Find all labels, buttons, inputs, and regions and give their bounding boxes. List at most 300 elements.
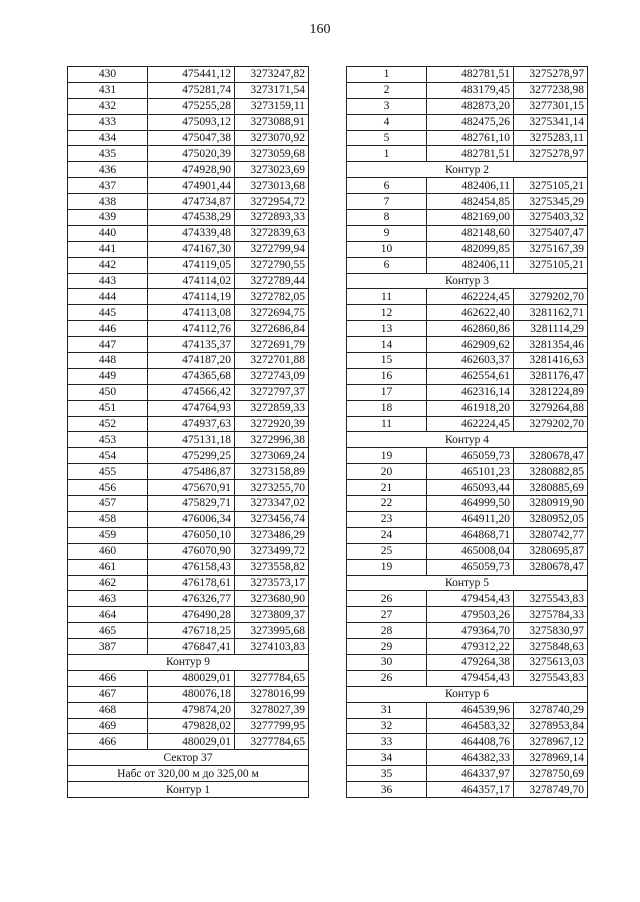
table-row: [347, 146, 588, 162]
table-row: [68, 257, 309, 273]
x-coordinate: 483179,45: [427, 82, 514, 98]
point-number: 439: [68, 210, 148, 226]
table-row: [68, 575, 309, 591]
table-row: [68, 496, 309, 512]
point-number: 433: [68, 114, 148, 130]
section-header: Контур 3: [347, 273, 588, 289]
x-coordinate: 474135,37: [148, 337, 235, 353]
table-row: [68, 194, 309, 210]
y-coordinate: 3278740,29: [514, 702, 588, 718]
x-coordinate: 479874,20: [148, 702, 235, 718]
y-coordinate: 3279202,70: [514, 416, 588, 432]
y-coordinate: 3278953,84: [514, 718, 588, 734]
y-coordinate: 3280695,87: [514, 543, 588, 559]
y-coordinate: 3280678,47: [514, 448, 588, 464]
table-row: [347, 480, 588, 496]
y-coordinate: 3275345,29: [514, 194, 588, 210]
x-coordinate: 476050,10: [148, 527, 235, 543]
point-number: 6: [347, 178, 427, 194]
table-row: [347, 464, 588, 480]
y-coordinate: 3278969,14: [514, 750, 588, 766]
point-number: 1: [347, 67, 427, 83]
x-coordinate: 479503,26: [427, 607, 514, 623]
point-number: 436: [68, 162, 148, 178]
table-row: [68, 225, 309, 241]
point-number: 387: [68, 639, 148, 655]
point-number: 22: [347, 496, 427, 512]
point-number: 32: [347, 718, 427, 734]
table-row: [68, 353, 309, 369]
y-coordinate: 3280885,69: [514, 480, 588, 496]
table-row: [347, 130, 588, 146]
table-row: [68, 464, 309, 480]
x-coordinate: 482406,11: [427, 257, 514, 273]
coordinates-table-right: [346, 66, 588, 798]
point-number: 25: [347, 543, 427, 559]
y-coordinate: 3272893,33: [235, 210, 309, 226]
point-number: 438: [68, 194, 148, 210]
table-row: [68, 82, 309, 98]
point-number: 440: [68, 225, 148, 241]
y-coordinate: 3273247,82: [235, 67, 309, 83]
y-coordinate: 3275341,14: [514, 114, 588, 130]
y-coordinate: 3273159,11: [235, 98, 309, 114]
point-number: 434: [68, 130, 148, 146]
y-coordinate: 3281224,89: [514, 384, 588, 400]
point-number: 457: [68, 496, 148, 512]
x-coordinate: 474734,87: [148, 194, 235, 210]
point-number: 461: [68, 559, 148, 575]
y-coordinate: 3280919,90: [514, 496, 588, 512]
section-header: Контур 5: [347, 575, 588, 591]
table-row: [68, 448, 309, 464]
y-coordinate: 3275407,47: [514, 225, 588, 241]
x-coordinate: 474114,19: [148, 289, 235, 305]
x-coordinate: 482169,00: [427, 210, 514, 226]
y-coordinate: 3278749,70: [514, 782, 588, 798]
y-coordinate: 3281162,71: [514, 305, 588, 321]
x-coordinate: 465008,04: [427, 543, 514, 559]
point-number: 437: [68, 178, 148, 194]
x-coordinate: 476847,41: [148, 639, 235, 655]
x-coordinate: 474114,02: [148, 273, 235, 289]
x-coordinate: 475441,12: [148, 67, 235, 83]
table-row: [68, 162, 309, 178]
point-number: 5: [347, 130, 427, 146]
table-row: [347, 241, 588, 257]
table-row: [347, 210, 588, 226]
y-coordinate: 3273809,37: [235, 607, 309, 623]
y-coordinate: 3273069,24: [235, 448, 309, 464]
table-row: [347, 734, 588, 750]
y-coordinate: 3278027,39: [235, 702, 309, 718]
table-row: [347, 718, 588, 734]
point-number: 431: [68, 82, 148, 98]
point-number: 26: [347, 591, 427, 607]
point-number: 29: [347, 639, 427, 655]
point-number: 464: [68, 607, 148, 623]
section-header-row: [68, 654, 309, 670]
y-coordinate: 3273573,17: [235, 575, 309, 591]
section-header: Контур 2: [347, 162, 588, 178]
table-row: [68, 639, 309, 655]
x-coordinate: 474538,29: [148, 210, 235, 226]
point-number: 23: [347, 511, 427, 527]
y-coordinate: 3274103,83: [235, 639, 309, 655]
y-coordinate: 3272839,63: [235, 225, 309, 241]
table-row: [68, 146, 309, 162]
point-number: 2: [347, 82, 427, 98]
table-row: [68, 559, 309, 575]
y-coordinate: 3281114,29: [514, 321, 588, 337]
x-coordinate: 475131,18: [148, 432, 235, 448]
table-row: [347, 782, 588, 798]
table-row: [68, 734, 309, 750]
x-coordinate: 464382,33: [427, 750, 514, 766]
y-coordinate: 3275543,83: [514, 670, 588, 686]
table-row: [347, 496, 588, 512]
point-number: 451: [68, 400, 148, 416]
x-coordinate: 475670,91: [148, 480, 235, 496]
table-row: [68, 607, 309, 623]
point-number: 11: [347, 289, 427, 305]
section-header: Набс от 320,00 м до 325,00 м: [68, 766, 309, 782]
y-coordinate: 3275543,83: [514, 591, 588, 607]
section-header-row: [347, 432, 588, 448]
y-coordinate: 3275105,21: [514, 178, 588, 194]
x-coordinate: 482781,51: [427, 146, 514, 162]
table-row: [347, 194, 588, 210]
point-number: 13: [347, 321, 427, 337]
table-row: [347, 527, 588, 543]
x-coordinate: 479454,43: [427, 591, 514, 607]
point-number: 21: [347, 480, 427, 496]
table-row: [68, 400, 309, 416]
table-row: [347, 766, 588, 782]
x-coordinate: 475299,25: [148, 448, 235, 464]
section-header-row: [68, 782, 309, 798]
table-row: [68, 480, 309, 496]
y-coordinate: 3273456,74: [235, 511, 309, 527]
table-row: [347, 305, 588, 321]
y-coordinate: 3272859,33: [235, 400, 309, 416]
x-coordinate: 479364,70: [427, 623, 514, 639]
y-coordinate: 3275830,97: [514, 623, 588, 639]
y-coordinate: 3273013,68: [235, 178, 309, 194]
point-number: 442: [68, 257, 148, 273]
y-coordinate: 3277238,98: [514, 82, 588, 98]
table-row: [347, 178, 588, 194]
table-row: [347, 702, 588, 718]
point-number: 12: [347, 305, 427, 321]
point-number: 10: [347, 241, 427, 257]
point-number: 468: [68, 702, 148, 718]
point-number: 441: [68, 241, 148, 257]
x-coordinate: 476006,34: [148, 511, 235, 527]
table-row: [347, 384, 588, 400]
table-row: [68, 130, 309, 146]
point-number: 15: [347, 353, 427, 369]
y-coordinate: 3272799,94: [235, 241, 309, 257]
point-number: 458: [68, 511, 148, 527]
table-row: [347, 607, 588, 623]
x-coordinate: 482781,51: [427, 67, 514, 83]
table-row: [68, 416, 309, 432]
table-row: [347, 289, 588, 305]
x-coordinate: 479264,38: [427, 654, 514, 670]
table-row: [68, 702, 309, 718]
table-row: [347, 67, 588, 83]
table-row: [347, 670, 588, 686]
y-coordinate: 3272954,72: [235, 194, 309, 210]
point-number: 17: [347, 384, 427, 400]
table-row: [347, 114, 588, 130]
x-coordinate: 461918,20: [427, 400, 514, 416]
x-coordinate: 464911,20: [427, 511, 514, 527]
table-row: [347, 82, 588, 98]
y-coordinate: 3272691,79: [235, 337, 309, 353]
x-coordinate: 462316,14: [427, 384, 514, 400]
y-coordinate: 3279202,70: [514, 289, 588, 305]
point-number: 447: [68, 337, 148, 353]
x-coordinate: 476070,90: [148, 543, 235, 559]
y-coordinate: 3277301,15: [514, 98, 588, 114]
y-coordinate: 3272789,44: [235, 273, 309, 289]
table-row: [68, 321, 309, 337]
y-coordinate: 3280882,85: [514, 464, 588, 480]
table-row: [347, 654, 588, 670]
y-coordinate: 3273088,91: [235, 114, 309, 130]
table-row: [68, 178, 309, 194]
x-coordinate: 475486,87: [148, 464, 235, 480]
x-coordinate: 464868,71: [427, 527, 514, 543]
y-coordinate: 3275278,97: [514, 67, 588, 83]
x-coordinate: 464539,96: [427, 702, 514, 718]
point-number: 443: [68, 273, 148, 289]
table-row: [347, 511, 588, 527]
point-number: 466: [68, 734, 148, 750]
y-coordinate: 3273558,82: [235, 559, 309, 575]
point-number: 4: [347, 114, 427, 130]
x-coordinate: 480076,18: [148, 686, 235, 702]
x-coordinate: 475829,71: [148, 496, 235, 512]
x-coordinate: 476326,77: [148, 591, 235, 607]
x-coordinate: 474187,20: [148, 353, 235, 369]
table-row: [68, 527, 309, 543]
point-number: 444: [68, 289, 148, 305]
table-row: [347, 257, 588, 273]
x-coordinate: 474901,44: [148, 178, 235, 194]
x-coordinate: 462860,86: [427, 321, 514, 337]
point-number: 20: [347, 464, 427, 480]
y-coordinate: 3273070,92: [235, 130, 309, 146]
section-header: Контур 9: [68, 654, 309, 670]
table-row: [68, 432, 309, 448]
x-coordinate: 474119,05: [148, 257, 235, 273]
point-number: 18: [347, 400, 427, 416]
x-coordinate: 462603,37: [427, 353, 514, 369]
point-number: 9: [347, 225, 427, 241]
y-coordinate: 3278967,12: [514, 734, 588, 750]
x-coordinate: 462224,45: [427, 416, 514, 432]
x-coordinate: 479312,22: [427, 639, 514, 655]
point-number: 8: [347, 210, 427, 226]
point-number: 448: [68, 353, 148, 369]
point-number: 27: [347, 607, 427, 623]
table-row: [68, 210, 309, 226]
x-coordinate: 482099,85: [427, 241, 514, 257]
y-coordinate: 3275105,21: [514, 257, 588, 273]
point-number: 33: [347, 734, 427, 750]
y-coordinate: 3279264,88: [514, 400, 588, 416]
y-coordinate: 3273347,02: [235, 496, 309, 512]
y-coordinate: 3272694,75: [235, 305, 309, 321]
y-coordinate: 3275613,03: [514, 654, 588, 670]
x-coordinate: 476490,28: [148, 607, 235, 623]
x-coordinate: 474928,90: [148, 162, 235, 178]
table-row: [347, 543, 588, 559]
table-row: [68, 289, 309, 305]
table-row: [68, 718, 309, 734]
x-coordinate: 474566,42: [148, 384, 235, 400]
y-coordinate: 3275283,11: [514, 130, 588, 146]
section-header-row: [68, 750, 309, 766]
x-coordinate: 476718,25: [148, 623, 235, 639]
point-number: 466: [68, 670, 148, 686]
table-row: [347, 750, 588, 766]
point-number: 450: [68, 384, 148, 400]
x-coordinate: 464408,76: [427, 734, 514, 750]
y-coordinate: 3273255,70: [235, 480, 309, 496]
y-coordinate: 3272996,38: [235, 432, 309, 448]
x-coordinate: 465059,73: [427, 448, 514, 464]
section-header: Сектор 37: [68, 750, 309, 766]
x-coordinate: 474937,63: [148, 416, 235, 432]
table-row: [347, 400, 588, 416]
x-coordinate: 482148,60: [427, 225, 514, 241]
x-coordinate: 475093,12: [148, 114, 235, 130]
y-coordinate: 3272743,09: [235, 368, 309, 384]
x-coordinate: 475020,39: [148, 146, 235, 162]
x-coordinate: 482761,10: [427, 130, 514, 146]
table-row: [347, 368, 588, 384]
x-coordinate: 475047,38: [148, 130, 235, 146]
point-number: 1: [347, 146, 427, 162]
x-coordinate: 462554,61: [427, 368, 514, 384]
y-coordinate: 3280952,05: [514, 511, 588, 527]
x-coordinate: 474167,30: [148, 241, 235, 257]
point-number: 430: [68, 67, 148, 83]
table-row: [68, 114, 309, 130]
table-row: [68, 67, 309, 83]
section-header-row: [68, 766, 309, 782]
point-number: 30: [347, 654, 427, 670]
table-row: [68, 305, 309, 321]
section-header: Контур 6: [347, 686, 588, 702]
point-number: 452: [68, 416, 148, 432]
x-coordinate: 482454,85: [427, 194, 514, 210]
y-coordinate: 3273499,72: [235, 543, 309, 559]
x-coordinate: 480029,01: [148, 670, 235, 686]
y-coordinate: 3280678,47: [514, 559, 588, 575]
coordinates-table-left: [67, 66, 309, 798]
point-number: 19: [347, 559, 427, 575]
x-coordinate: 474113,08: [148, 305, 235, 321]
table-row: [68, 670, 309, 686]
table-row: [68, 511, 309, 527]
table-row: [68, 273, 309, 289]
y-coordinate: 3281416,63: [514, 353, 588, 369]
section-header-row: [347, 162, 588, 178]
table-row: [347, 321, 588, 337]
section-header: Контур 4: [347, 432, 588, 448]
table-row: [68, 337, 309, 353]
point-number: 19: [347, 448, 427, 464]
table-row: [347, 225, 588, 241]
table-row: [347, 591, 588, 607]
point-number: 465: [68, 623, 148, 639]
point-number: 3: [347, 98, 427, 114]
point-number: 26: [347, 670, 427, 686]
table-row: [347, 623, 588, 639]
x-coordinate: 475281,74: [148, 82, 235, 98]
y-coordinate: 3280742,77: [514, 527, 588, 543]
point-number: 463: [68, 591, 148, 607]
point-number: 432: [68, 98, 148, 114]
y-coordinate: 3273680,90: [235, 591, 309, 607]
point-number: 455: [68, 464, 148, 480]
x-coordinate: 464357,17: [427, 782, 514, 798]
x-coordinate: 482873,20: [427, 98, 514, 114]
point-number: 459: [68, 527, 148, 543]
y-coordinate: 3273995,68: [235, 623, 309, 639]
table-row: [68, 591, 309, 607]
x-coordinate: 462909,62: [427, 337, 514, 353]
y-coordinate: 3277784,65: [235, 734, 309, 750]
y-coordinate: 3272782,05: [235, 289, 309, 305]
point-number: 467: [68, 686, 148, 702]
x-coordinate: 479454,43: [427, 670, 514, 686]
y-coordinate: 3273023,69: [235, 162, 309, 178]
section-header: Контур 1: [68, 782, 309, 798]
table-row: [347, 98, 588, 114]
point-number: 34: [347, 750, 427, 766]
y-coordinate: 3272790,55: [235, 257, 309, 273]
x-coordinate: 479828,02: [148, 718, 235, 734]
point-number: 36: [347, 782, 427, 798]
table-row: [347, 337, 588, 353]
table-row: [347, 448, 588, 464]
x-coordinate: 476158,43: [148, 559, 235, 575]
point-number: 454: [68, 448, 148, 464]
x-coordinate: 474339,48: [148, 225, 235, 241]
y-coordinate: 3277799,95: [235, 718, 309, 734]
table-row: [68, 384, 309, 400]
point-number: 16: [347, 368, 427, 384]
table-row: [68, 623, 309, 639]
y-coordinate: 3278016,99: [235, 686, 309, 702]
point-number: 453: [68, 432, 148, 448]
point-number: 24: [347, 527, 427, 543]
x-coordinate: 474365,68: [148, 368, 235, 384]
table-row: [347, 416, 588, 432]
point-number: 456: [68, 480, 148, 496]
point-number: 31: [347, 702, 427, 718]
table-row: [347, 353, 588, 369]
y-coordinate: 3275278,97: [514, 146, 588, 162]
y-coordinate: 3281354,46: [514, 337, 588, 353]
table-row: [68, 543, 309, 559]
